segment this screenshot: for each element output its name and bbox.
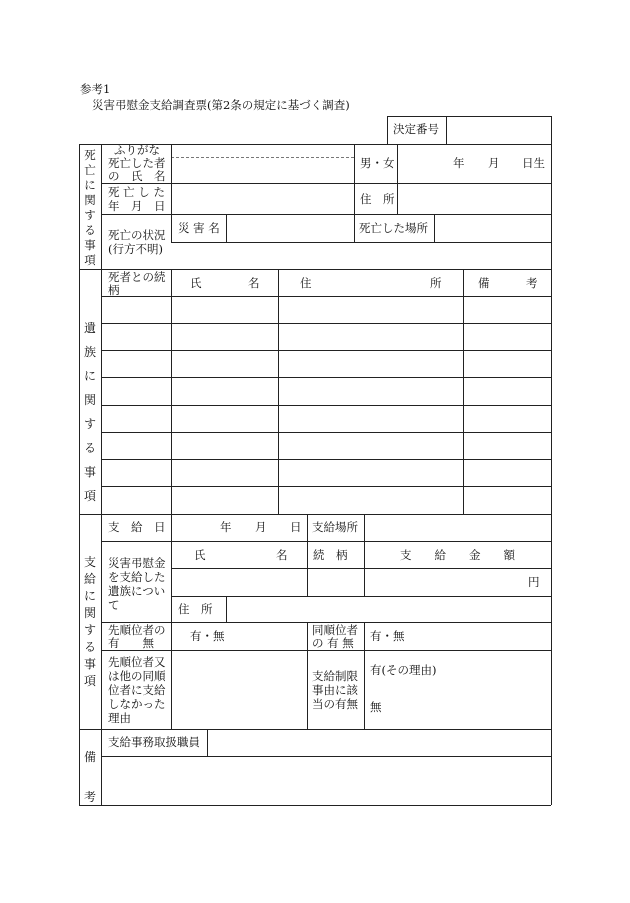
reason-label-5: 理由 — [108, 711, 131, 725]
same-rank-label-2: の 有 無 — [312, 636, 354, 650]
deceased-name-label-2: の 氏 名 — [108, 169, 166, 183]
family-name-header-2: 名 — [248, 276, 260, 290]
payment-amount-header: 支 給 金 額 — [400, 548, 515, 562]
family-remarks-header-1: 備 — [478, 276, 490, 290]
decision-box-top — [387, 116, 551, 117]
death-status-label-2: (行方不明) — [108, 242, 163, 256]
family-remarks-header-2: 考 — [526, 276, 538, 290]
deceased-name-label-1: 死亡した者 — [108, 156, 166, 170]
decision-box-left — [387, 116, 388, 144]
payment-section-bottom — [79, 729, 551, 730]
death-row3-line — [101, 214, 551, 215]
death-section-label: 死亡に関する事項 — [84, 148, 96, 267]
decision-box-divider — [446, 116, 447, 144]
birth-year-label: 年 — [453, 156, 465, 170]
payment-section-label: 支給に関する事項 — [83, 555, 96, 688]
prior-rank-label-1: 先順位者の — [108, 623, 166, 637]
family-col3-line — [463, 269, 464, 514]
payment-mid-col-line — [307, 514, 308, 596]
limit-label-1: 支給制限 — [312, 669, 358, 683]
relation-label-2: 柄 — [108, 283, 120, 297]
payment-relation-header: 続 柄 — [313, 548, 348, 562]
payment-col3-line-2 — [364, 622, 365, 729]
prior-rank-label-2: 有 無 — [108, 636, 154, 650]
limit-label-3: 当の有無 — [312, 697, 358, 711]
frame-bottom — [79, 805, 551, 806]
payment-month-label: 月 — [255, 520, 267, 534]
reason-label-2: は他の同順 — [108, 669, 166, 683]
family-header-line — [101, 296, 551, 297]
payment-family-label-2: を支給した — [108, 570, 166, 584]
death-status-label-1: 死亡の状況 — [108, 228, 166, 242]
payment-mid-col-line-2 — [307, 622, 308, 729]
death-row4-line — [171, 242, 551, 243]
family-address-header-1: 住 — [300, 276, 312, 290]
payment-date-label: 支 給 日 — [108, 520, 166, 534]
form-title: 災害弔慰金支給調査票(第2条の規定に基づく調査) — [92, 98, 350, 112]
payment-name-header-1: 氏 — [194, 548, 206, 562]
disaster-label-left — [171, 214, 172, 242]
frame-left — [79, 144, 80, 805]
relation-label-1: 死者との続 — [108, 270, 166, 284]
family-section-label: 遺族に関する事項 — [83, 321, 96, 503]
payment-family-label-4: て — [108, 598, 120, 612]
staff-label-line — [207, 729, 208, 756]
limit-no-label: 無 — [370, 700, 382, 714]
family-row-line — [101, 377, 551, 378]
family-row-line — [101, 323, 551, 324]
death-mid-col-line — [354, 144, 355, 242]
family-row-line — [101, 405, 551, 406]
death-address-label: 住 所 — [360, 192, 395, 206]
birth-day-label: 日生 — [522, 156, 545, 170]
death-label-col-line — [171, 144, 172, 214]
family-row-line — [101, 486, 551, 487]
remarks-row-line — [101, 756, 551, 757]
gender-label: 男・女 — [360, 156, 395, 170]
payment-family-label-3: 遺族につい — [108, 584, 166, 598]
frame-right — [551, 144, 552, 805]
staff-label: 支給事務取扱職員 — [108, 735, 200, 749]
payment-row2-line — [171, 568, 551, 569]
death-row2-line — [101, 183, 551, 184]
payment-row3-line — [171, 596, 551, 597]
birth-month-label: 月 — [488, 156, 500, 170]
death-date-label-1: 死 亡 し た — [108, 185, 165, 199]
payment-row1-line — [101, 541, 551, 542]
payment-place-label: 支給場所 — [312, 520, 358, 534]
family-row-line — [101, 432, 551, 433]
family-section-bottom — [79, 514, 551, 515]
family-row-line — [101, 459, 551, 460]
family-col2-line — [278, 269, 279, 514]
family-row-line — [101, 350, 551, 351]
death-date-label-2: 年 月 日 — [108, 199, 166, 213]
reason-label-1: 先順位者又 — [108, 655, 166, 669]
disaster-name-label: 災 害 名 — [178, 221, 220, 235]
reason-label-3: 位者に支給 — [108, 683, 166, 697]
reason-label-4: しなかった — [108, 697, 166, 711]
address-col-line — [397, 183, 398, 214]
family-address-header-2: 所 — [430, 276, 442, 290]
payment-family-label-1: 災害弔慰金 — [108, 556, 166, 570]
death-place-label: 死亡した場所 — [359, 221, 428, 235]
gender-col-line — [397, 144, 398, 183]
reference-number: 参考1 — [80, 82, 111, 96]
decision-number-label: 決定番号 — [393, 122, 439, 136]
same-rank-value: 有・無 — [370, 629, 405, 643]
payment-address-label: 住 所 — [178, 602, 213, 616]
decision-box-right — [551, 116, 552, 144]
prior-rank-value: 有・無 — [190, 629, 225, 643]
limit-yes-label: 有(その理由) — [370, 663, 437, 677]
payment-row5-line — [101, 650, 551, 651]
furigana-label: ふりがな — [114, 143, 160, 157]
payment-address-label-line — [226, 596, 227, 622]
limit-label-2: 事由に該 — [312, 683, 358, 697]
remarks-section-label: 備考 — [83, 750, 96, 804]
place-label-right — [434, 214, 435, 242]
payment-year-label: 年 — [220, 520, 232, 534]
same-rank-label-1: 同順位者 — [312, 623, 358, 637]
payment-name-header-2: 名 — [276, 548, 288, 562]
section-column-line — [101, 144, 102, 805]
payment-day-label: 日 — [290, 520, 302, 534]
furigana-dashed-line — [171, 157, 354, 158]
family-name-header-1: 氏 — [190, 276, 202, 290]
payment-col3-line — [364, 514, 365, 596]
yen-label: 円 — [528, 575, 540, 589]
family-col1-line — [171, 269, 172, 514]
disaster-label-right — [226, 214, 227, 242]
